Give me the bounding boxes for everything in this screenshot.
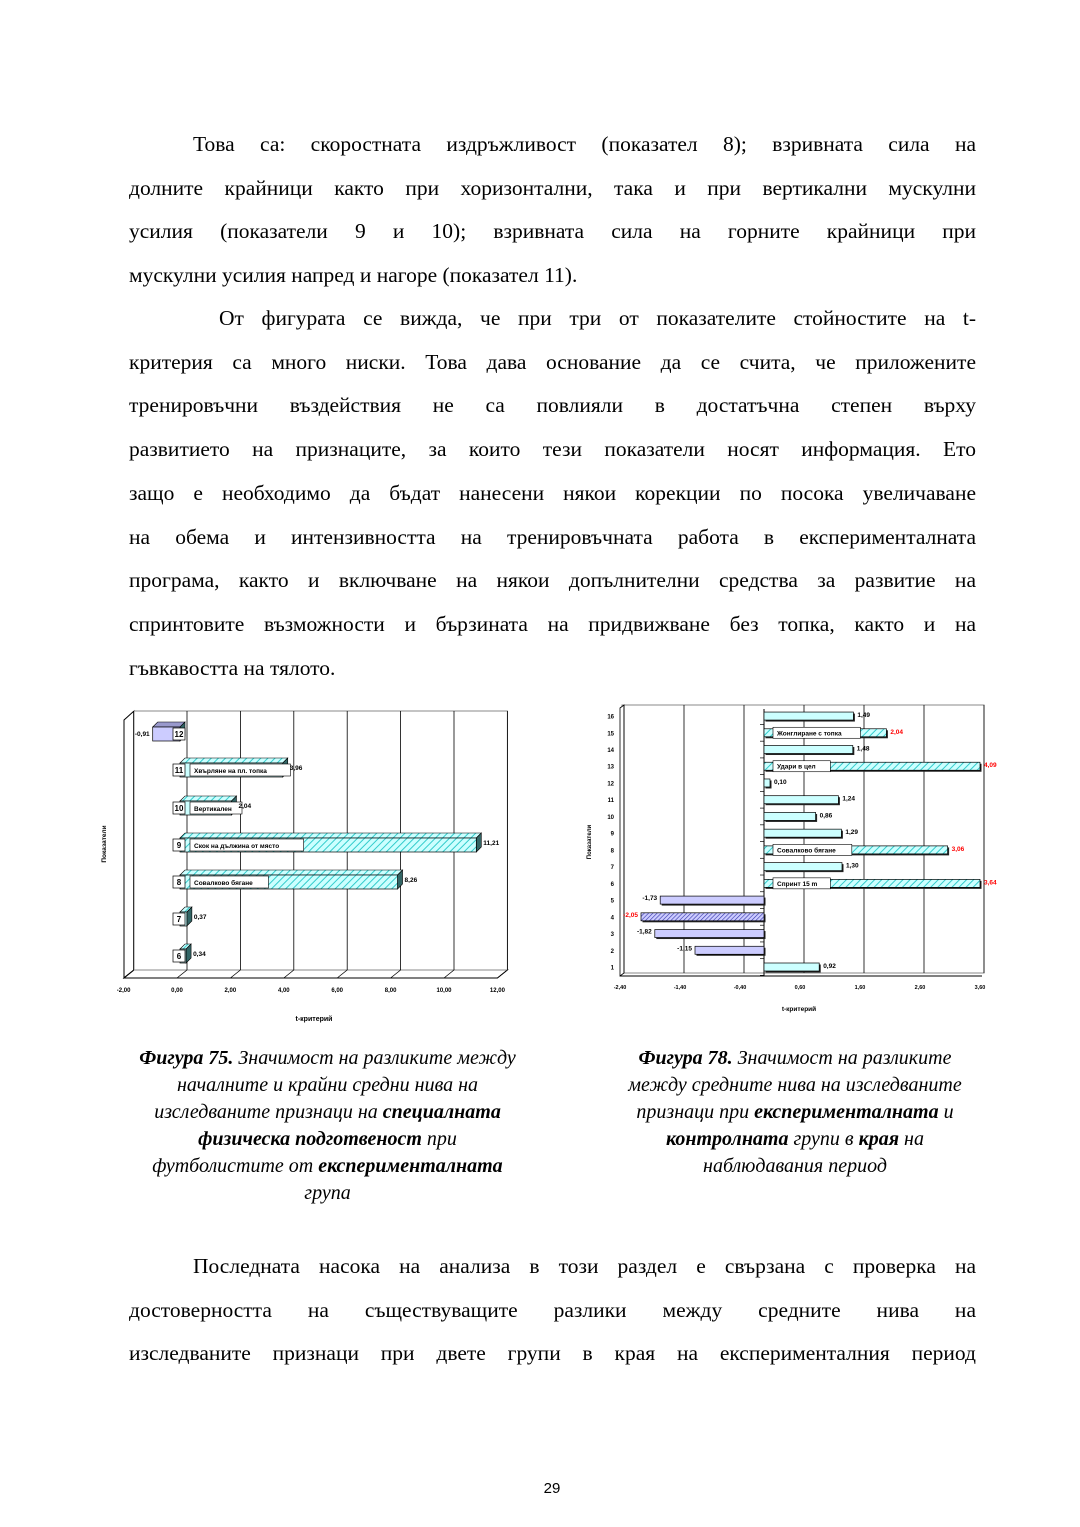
caption-line	[95, 1126, 560, 1153]
bar	[764, 712, 853, 720]
value-label: -1,82	[636, 928, 652, 936]
caption-text: на	[899, 1128, 924, 1150]
category-label: 9	[176, 841, 182, 850]
x-tick-label: 3,60	[974, 985, 986, 991]
value-label: 1,29	[845, 829, 859, 837]
y-tick-label: 10	[607, 814, 614, 821]
paragraph-line: критерия са много ниски. Това дава основание да се счита, че приложените	[129, 349, 976, 374]
category-label: 7	[176, 915, 182, 924]
bar-top	[180, 870, 403, 875]
value-label: 0,86	[819, 812, 833, 820]
value-label: 4,09	[984, 762, 997, 770]
caption-line	[585, 1126, 1005, 1153]
bar	[764, 779, 770, 787]
paragraph-line: гъвкавостта на тялото.	[129, 655, 336, 680]
y-tick-label: 5	[610, 898, 614, 905]
y-axis-title: Показатели	[101, 825, 108, 863]
y-tick-label: 6	[610, 881, 614, 888]
figure-75-chart	[100, 700, 520, 1030]
y-tick-label: 12	[607, 781, 614, 788]
value-label: -2,05	[623, 911, 638, 919]
figure-78-caption	[585, 1045, 1005, 1180]
caption-text: наблюдавания период	[703, 1155, 887, 1177]
paragraph-line: на обема и интензивността на тренировъчната работа в експерименталната	[129, 524, 976, 549]
bar	[764, 812, 816, 820]
value-label: 0,92	[823, 963, 836, 970]
caption-bold-text: експерименталната	[754, 1101, 939, 1123]
caption-bold-text: специалната	[382, 1101, 501, 1123]
y-tick-label: 14	[607, 748, 614, 755]
y-tick-label: 11	[607, 798, 614, 805]
chart-left-wall	[620, 705, 624, 976]
caption-line	[585, 1045, 1005, 1072]
bar-name-label: Вертикален	[194, 806, 232, 813]
caption-bold-text: Фигура 78.	[638, 1047, 733, 1069]
x-tick-label: -1,40	[673, 985, 687, 991]
x-tick-label: -0,40	[733, 985, 747, 991]
y-tick-label: 9	[610, 831, 614, 838]
category-label: 8	[176, 878, 182, 887]
x-tick-label: 0,00	[171, 988, 183, 994]
caption-text: изследваните признаци на	[154, 1101, 383, 1123]
value-label: 11,21	[483, 840, 500, 847]
bar	[764, 829, 841, 837]
bar-name-label: Совалково бягане	[777, 847, 836, 855]
caption-bold-text: края	[858, 1128, 900, 1150]
x-tick-label: 10,00	[436, 988, 452, 994]
caption-text: футболистите от	[152, 1155, 319, 1177]
y-tick-label: 16	[607, 714, 614, 721]
y-tick-label: 7	[610, 865, 614, 872]
value-label: 0,37	[193, 914, 207, 921]
chart-left-wall	[124, 711, 134, 978]
paragraph-line: От фигурата се вижда, че при три от показателите стойностите на t-	[219, 306, 976, 330]
caption-line	[585, 1153, 1005, 1180]
bar-name-label: Удари в цел	[777, 763, 816, 771]
x-tick-label: 6,00	[331, 988, 344, 994]
caption-text: групи в	[788, 1128, 859, 1150]
x-tick-label: 0,60	[794, 985, 806, 991]
value-label: 1,30	[846, 862, 859, 870]
page-number: 29	[543, 1480, 561, 1497]
paragraph-line: Последната насока на анализа в този раздел е свързана с проверка на	[193, 1254, 976, 1278]
y-tick-label: 15	[607, 731, 614, 738]
paragraph-line: достоверността на съществуващите разлики между средните нива на	[129, 1297, 976, 1322]
figure-78-chart	[580, 700, 1000, 1020]
paragraph-line: програма, както и включване на някои допълнителни средства за развитие на	[129, 568, 976, 593]
paragraph-line: тренировъчни въздействия не са повлияли в достатъчна степен върху	[129, 393, 976, 418]
caption-text: група	[304, 1182, 351, 1204]
bar	[764, 746, 853, 754]
figure-75-caption	[95, 1045, 560, 1207]
y-tick-label: 2	[610, 948, 614, 955]
value-label: -1,73	[642, 895, 658, 903]
x-tick-label: 12,00	[489, 988, 505, 994]
bar	[695, 946, 764, 954]
y-tick-label: 1	[610, 965, 614, 972]
bar-top	[180, 758, 288, 763]
y-tick-label: 8	[610, 848, 614, 855]
value-label: 3,06	[951, 845, 965, 853]
x-tick-label: -2,00	[116, 988, 131, 994]
caption-text: Значимост на разликите	[732, 1047, 952, 1069]
paragraph-line: защо е необходимо да бъдат нанесени някои корекции по посока увеличаване	[129, 480, 976, 505]
value-label: 3,64	[984, 879, 997, 887]
value-label: 2,04	[890, 728, 904, 736]
caption-text: Значимост на разликите между	[233, 1047, 516, 1069]
x-tick-label: 8,00	[384, 988, 397, 994]
x-tick-label: -2,40	[613, 985, 627, 991]
paragraph-line: изследваните признаци при двете групи в края на експерименталния период	[129, 1341, 976, 1366]
value-label: 0,34	[193, 951, 206, 958]
bar-name-label: Совалково бягане	[194, 880, 253, 887]
bar-top	[153, 722, 185, 727]
bar	[641, 913, 764, 921]
paragraph-line: спринтовите възможности и бързината на придвижване без топка, както и на	[129, 611, 976, 636]
bar-name-label: Жонглиране с топка	[777, 730, 842, 738]
caption-line	[95, 1153, 560, 1180]
x-tick-label: 4,00	[277, 988, 290, 994]
paragraph-line: развитието на признаците, за които тези показатели носят информация. Ето	[129, 437, 976, 462]
paragraph-2	[129, 297, 976, 690]
category-label: 11	[174, 766, 184, 775]
value-label: -0,91	[134, 731, 150, 738]
caption-line	[95, 1180, 560, 1207]
caption-line	[95, 1072, 560, 1099]
bar-top	[180, 833, 481, 838]
paragraph-line: мускулни усилия напред и нагоре (показател 11).	[129, 263, 578, 288]
paragraph-line: долните крайници както при хоризонтални, така и при вертикални мускулни	[129, 175, 976, 200]
value-label: 2,04	[238, 803, 252, 810]
caption-line	[585, 1099, 1005, 1126]
caption-bold-text: контролната	[666, 1128, 789, 1150]
bar-name-label: Скок на дължина от място	[194, 843, 280, 850]
category-label: 6	[176, 952, 182, 961]
value-label: 1,24	[842, 795, 856, 803]
y-tick-label: 13	[607, 764, 614, 771]
x-tick-label: 1,60	[854, 985, 866, 991]
bar	[764, 863, 842, 871]
caption-bold-text: физическа подготвеност	[198, 1128, 422, 1150]
caption-text: между средните нива на изследваните	[628, 1074, 962, 1096]
x-tick-label: 2,00	[224, 988, 237, 994]
y-tick-label: 3	[610, 932, 614, 939]
bar-top	[180, 796, 236, 801]
caption-bold-text: Фигура 75.	[139, 1047, 234, 1069]
y-axis-title: Показатели	[587, 824, 593, 860]
caption-line	[95, 1045, 560, 1072]
value-label: 0,10	[774, 778, 787, 786]
bar-name-label: Хвърляне на пл. топка	[194, 768, 267, 775]
value-label: 1,49	[857, 712, 871, 720]
value-label: -1,15	[677, 945, 692, 953]
value-label: 1,48	[856, 745, 870, 753]
value-label: 3,96	[289, 765, 303, 772]
paragraph-line: Това са: скоростната издръжливост (показател 8); взривната сила на	[193, 132, 976, 156]
paragraph-line: усилия (показатели 9 и 10); взривната сила на горните крайници при	[129, 219, 976, 244]
x-axis-title: t-критерий	[781, 1006, 817, 1013]
bar	[764, 963, 819, 971]
x-tick-label: 2,60	[914, 985, 926, 991]
category-label: 12	[174, 730, 184, 739]
caption-text: и	[938, 1101, 954, 1123]
category-label: 10	[174, 804, 184, 813]
paragraph-1	[129, 123, 976, 298]
caption-line	[585, 1072, 1005, 1099]
caption-bold-text: експерименталната	[318, 1155, 503, 1177]
caption-text: признаци при	[636, 1101, 755, 1123]
caption-text: при	[421, 1128, 457, 1150]
bar-name-label: Спринт 15 m	[777, 880, 818, 888]
bar	[660, 896, 764, 904]
y-tick-label: 4	[610, 915, 614, 922]
value-label: 8,26	[404, 877, 418, 884]
bar	[655, 930, 764, 938]
x-axis-title: t-критерий	[295, 1016, 333, 1023]
caption-text: началните и крайни средни нива на	[176, 1074, 479, 1096]
paragraph-3	[129, 1245, 976, 1376]
caption-line	[95, 1099, 560, 1126]
bar	[764, 796, 838, 804]
